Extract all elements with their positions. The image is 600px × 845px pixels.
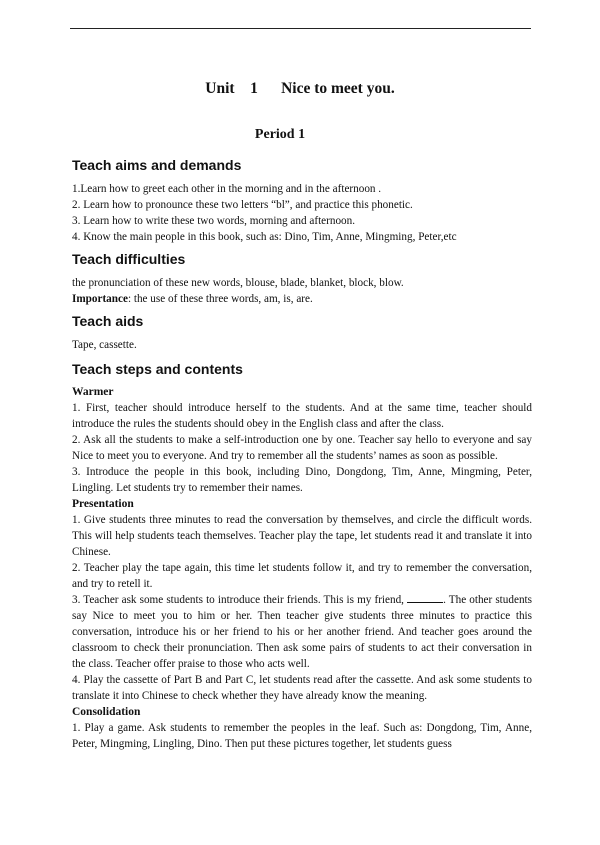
warmer-label: Warmer (72, 386, 114, 398)
header-rule (70, 28, 531, 29)
presentation-item-2: 2. Teacher play the tape again, this time let students follow it, and try to remember the conversation, and try to retell it. (72, 562, 532, 590)
document-body (72, 157, 532, 752)
presentation-item-3-start: 3. Teacher ask some students to introduce their friends. This is my friend, (72, 594, 408, 606)
aids-heading: Teach aids (72, 313, 144, 329)
warmer-item-1: 1. First, teacher should introduce herself to the students. And at the same time, teacher should introduce the rules the students should obey in the English class and after the class. (72, 402, 532, 430)
importance-line (72, 291, 532, 307)
presentation-item-1: 1. Give students three minutes to read the conversation by themselves, and circle the difficult words. This will help students teach themselves. Teacher play the tape, let students read it and translate it into Chinese. (72, 514, 532, 558)
fill-in-blank (407, 592, 443, 603)
unit-title: Unit 1 Nice to meet you. (205, 80, 395, 97)
aims-item-3: 3. Learn how to write these two words, morning and afternoon. (72, 215, 356, 227)
importance-text: : the use of these three words, am, is, are. (127, 293, 313, 305)
consolidation-item-1: 1. Play a game. Ask students to remember the peoples in the leaf. Such as: Dongdong, Tim, Anne, Peter, Mingming, Lingling, Dino. Then put these pictures together, let students guess (72, 722, 532, 750)
difficulties-heading: Teach difficulties (72, 251, 186, 267)
aims-item-2: 2. Learn how to pronounce these two letters “bl”, and practice this phonetic. (72, 199, 413, 211)
aims-item-1: 1.Learn how to greet each other in the morning and in the afternoon . (72, 183, 382, 195)
importance-label: Importance (72, 293, 128, 305)
difficulties-line: the pronunciation of these new words, blouse, blade, blanket, block, blow. (72, 277, 404, 289)
aims-item-4: 4. Know the main people in this book, such as: Dino, Tim, Anne, Mingming, Peter,etc (72, 231, 457, 243)
presentation-label: Presentation (72, 498, 134, 510)
presentation-item-4: 4. Play the cassette of Part B and Part C, let students read after the cassette. And ask some students to translate it into Chinese to check whether they have already know the meaning. (72, 674, 532, 702)
consolidation-label: Consolidation (72, 706, 141, 718)
warmer-item-3: 3. Introduce the people in this book, including Dino, Dongdong, Tim, Anne, Mingming, Peter, Lingling. Let students try to remember their names. (72, 466, 532, 494)
aims-heading: Teach aims and demands (72, 157, 242, 173)
presentation-item-3 (72, 592, 532, 672)
period-title: Period 1 (254, 127, 306, 142)
aids-text: Tape, cassette. (72, 339, 137, 351)
presentation-item-3-end: . The other students say Nice to meet you to him or her. Then teacher give students three minutes to practice this conversation, introduce his or her friend to his or her another friend. And teacher goes around the classroom to check their pronunciation. Then ask some pairs of students to act their conversation in the class. Teacher offer praise to those who acts well. (72, 594, 532, 670)
warmer-item-2: 2. Ask all the students to make a self-introduction one by one. Teacher say hello to everyone and say Nice to meet you to everyone. And try to remember all the students’ names as soon as possible. (72, 434, 532, 462)
steps-heading: Teach steps and contents (72, 361, 243, 377)
